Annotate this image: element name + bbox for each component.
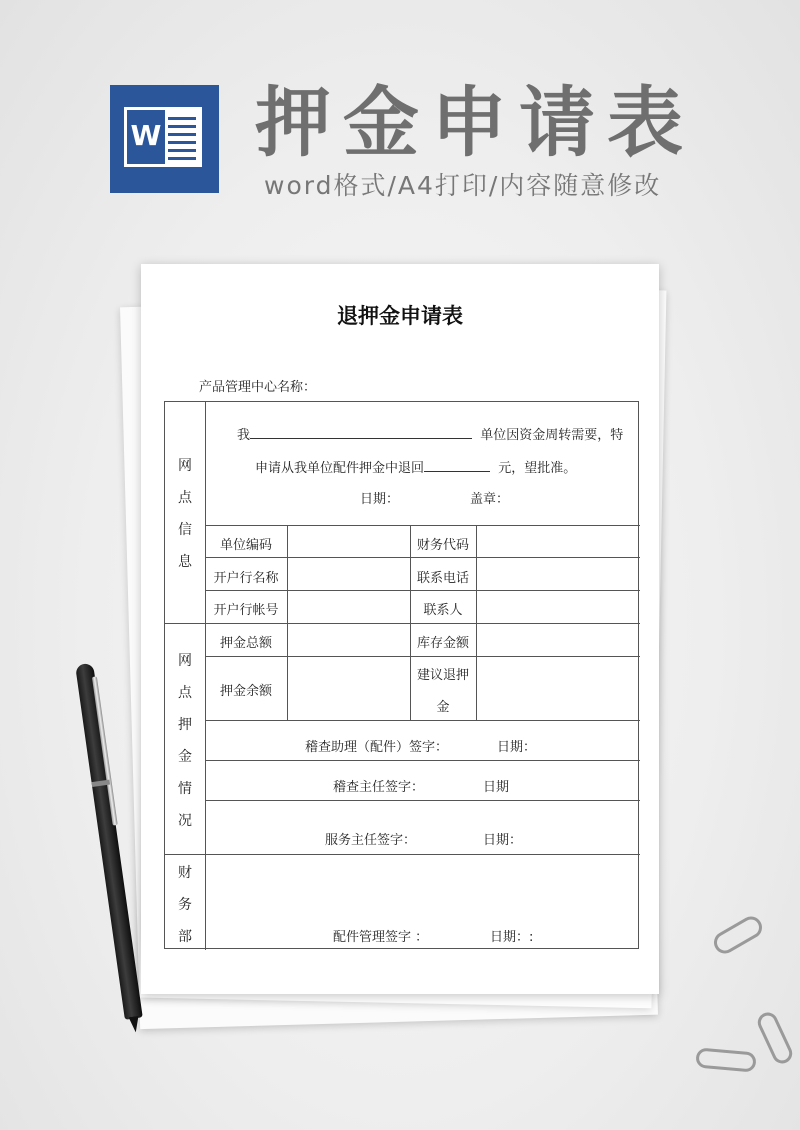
- label-column-divider: [205, 402, 206, 950]
- parts-manager-signature: 配件管理签字 ：: [333, 930, 429, 945]
- service-director-signature: 服务主任签字：: [325, 833, 417, 848]
- refund-amount-blank[interactable]: [424, 459, 490, 472]
- section-label-outlet-info: 网 点 信 息: [178, 458, 192, 570]
- cell-divider: [287, 623, 288, 720]
- suggest-refund-label-cont: 金: [436, 700, 450, 715]
- row-divider: [205, 720, 640, 721]
- row-divider: [205, 525, 640, 526]
- request-line-2: 申请从我单位配件押金中退回 元，望批准。: [255, 461, 577, 476]
- deposit-total-label: 押金总额: [219, 636, 272, 651]
- request-line-1: 我 单位因资金周转需要，特: [237, 428, 624, 443]
- audit-director-signature: 稽查主任签字：: [333, 780, 425, 795]
- service-director-date: 日期：: [483, 833, 523, 848]
- unit-code-label: 单位编码: [219, 538, 272, 553]
- center-name-label: 产品管理中心名称：: [199, 380, 317, 395]
- inventory-amount-label: 库存金额: [416, 636, 469, 651]
- section-label-finance: 财 务 部: [178, 865, 192, 945]
- audit-director-date: 日期: [483, 780, 510, 795]
- row-divider: [205, 557, 640, 558]
- section-label-deposit-status: 网 点 押 金 情 况: [178, 653, 192, 829]
- cell-divider: [476, 525, 477, 623]
- parts-manager-date: 日期：:: [490, 930, 534, 945]
- audit-assistant-signature: 稽查助理（配件）签字：: [305, 740, 449, 755]
- row-divider: [205, 590, 640, 591]
- audit-assistant-date: 日期：: [497, 740, 537, 755]
- unit-name-blank[interactable]: [250, 426, 472, 439]
- bank-name-label: 开户行名称: [213, 571, 279, 586]
- date-label: 日期：: [360, 492, 400, 507]
- bank-account-label: 开户行帐号: [213, 603, 279, 618]
- word-logo-letter: W: [130, 119, 162, 152]
- deposit-balance-label: 押金余额: [219, 684, 272, 699]
- document-title: 退押金申请表: [337, 304, 463, 328]
- row-divider: [205, 760, 640, 761]
- page-subtitle: word格式/A4打印/内容随意修改: [264, 171, 662, 200]
- section-divider: [165, 854, 640, 855]
- finance-code-label: 财务代码: [416, 538, 469, 553]
- contact-label: 联系人: [423, 603, 463, 618]
- seal-label: 盖章：: [470, 492, 510, 507]
- row-divider: [205, 656, 640, 657]
- form-table: [164, 401, 639, 949]
- row-divider: [205, 800, 640, 801]
- cell-divider: [287, 525, 288, 623]
- phone-label: 联系电话: [416, 571, 469, 586]
- suggest-refund-label: 建议退押: [416, 668, 469, 683]
- page-title: 押金申请表: [255, 78, 695, 167]
- word-logo-icon: [110, 85, 219, 193]
- cell-divider: [476, 623, 477, 720]
- section-divider: [165, 623, 640, 624]
- document-sheet: [141, 264, 659, 994]
